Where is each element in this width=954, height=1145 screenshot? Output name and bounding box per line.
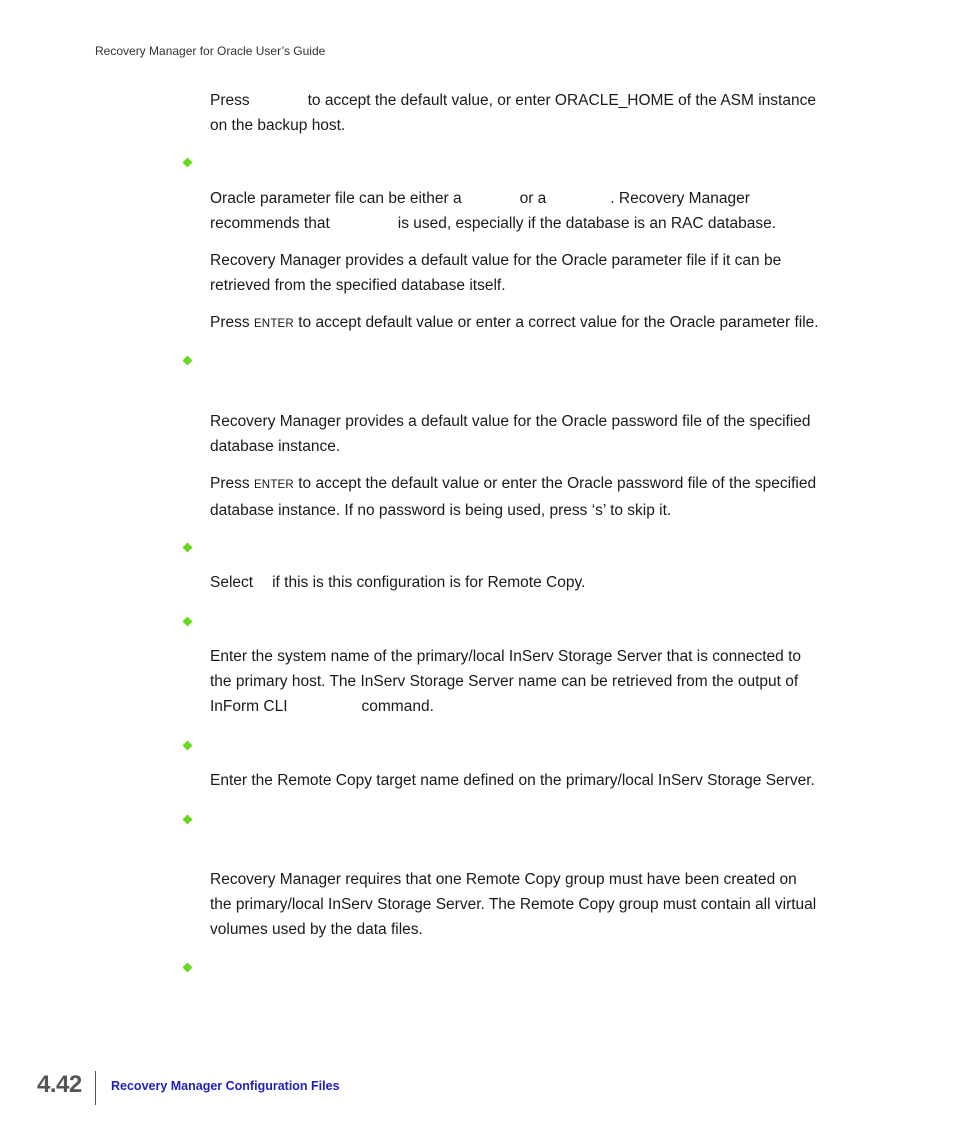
text: volumes used by the data files. xyxy=(210,921,423,938)
text: or a xyxy=(519,190,547,207)
text: Recovery Manager provides a default value for the Oracle password file of the specified xyxy=(210,413,811,430)
bullet-icon xyxy=(183,158,193,168)
bullet-icon xyxy=(183,963,193,973)
text: Enter the Remote Copy target name defined on the primary/local InServ Storage Server. xyxy=(210,772,815,789)
text: recommends that xyxy=(210,215,330,232)
text: database instance. If no password is being used, press ‘s’ to skip it. xyxy=(210,502,672,519)
text: Recovery Manager requires that one Remote Copy group must have been created on xyxy=(210,871,797,888)
text: . Recovery Manager xyxy=(610,190,750,207)
paragraph-password-default xyxy=(210,409,870,459)
paragraph-inserv-name xyxy=(210,644,870,719)
text: Enter the system name of the primary/local InServ Storage Server that is connected to xyxy=(210,648,802,665)
bullet-icon xyxy=(183,543,193,553)
text: database instance. xyxy=(210,438,341,455)
text: Select xyxy=(210,574,254,591)
text: InForm CLI xyxy=(210,698,288,715)
paragraph-remote-copy-group xyxy=(210,867,870,942)
bullet-icon xyxy=(183,617,193,627)
text: to accept the default value, or enter ORACLE_HOME of the ASM instance xyxy=(307,92,816,109)
paragraph-target-name xyxy=(210,768,870,793)
paragraph-parameter-default xyxy=(210,248,870,298)
text: Press xyxy=(210,314,250,331)
bullet-icon xyxy=(183,815,193,825)
text: if this is this configuration is for Remote Copy. xyxy=(272,574,586,591)
text: on the backup host. xyxy=(210,117,346,134)
text: the primary host. The InServ Storage Server name can be retrieved from the output of xyxy=(210,673,799,690)
text: Oracle parameter file can be either a xyxy=(210,190,462,207)
paragraph-parameter-file xyxy=(210,186,870,236)
page-number: 4.42 xyxy=(37,1071,82,1098)
text: to accept default value or enter a correct value for the Oracle parameter file. xyxy=(298,314,819,331)
paragraph-remote-copy-select xyxy=(210,570,870,595)
running-head: Recovery Manager for Oracle User’s Guide xyxy=(95,44,326,58)
text: Recovery Manager provides a default value for the Oracle parameter file if it can be xyxy=(210,252,782,269)
paragraph-asm-home xyxy=(210,88,870,138)
text: Press xyxy=(210,92,250,109)
bullet-icon xyxy=(183,356,193,366)
chapter-title: Recovery Manager Configuration Files xyxy=(111,1079,340,1093)
text: command. xyxy=(361,698,434,715)
enter-key-label: ENTER xyxy=(253,479,294,491)
paragraph-parameter-enter xyxy=(210,310,870,337)
text: is used, especially if the database is an RAC database. xyxy=(397,215,777,232)
bullet-icon xyxy=(183,741,193,751)
footer-divider xyxy=(95,1071,96,1105)
text: to accept the default value or enter the Oracle password file of the specified xyxy=(298,475,817,492)
text: the primary/local InServ Storage Server. The Remote Copy group must contain all virtual xyxy=(210,896,817,913)
text: Press xyxy=(210,475,250,492)
text: retrieved from the specified database itself. xyxy=(210,277,506,294)
paragraph-password-enter xyxy=(210,471,870,523)
enter-key-label: ENTER xyxy=(253,318,294,330)
